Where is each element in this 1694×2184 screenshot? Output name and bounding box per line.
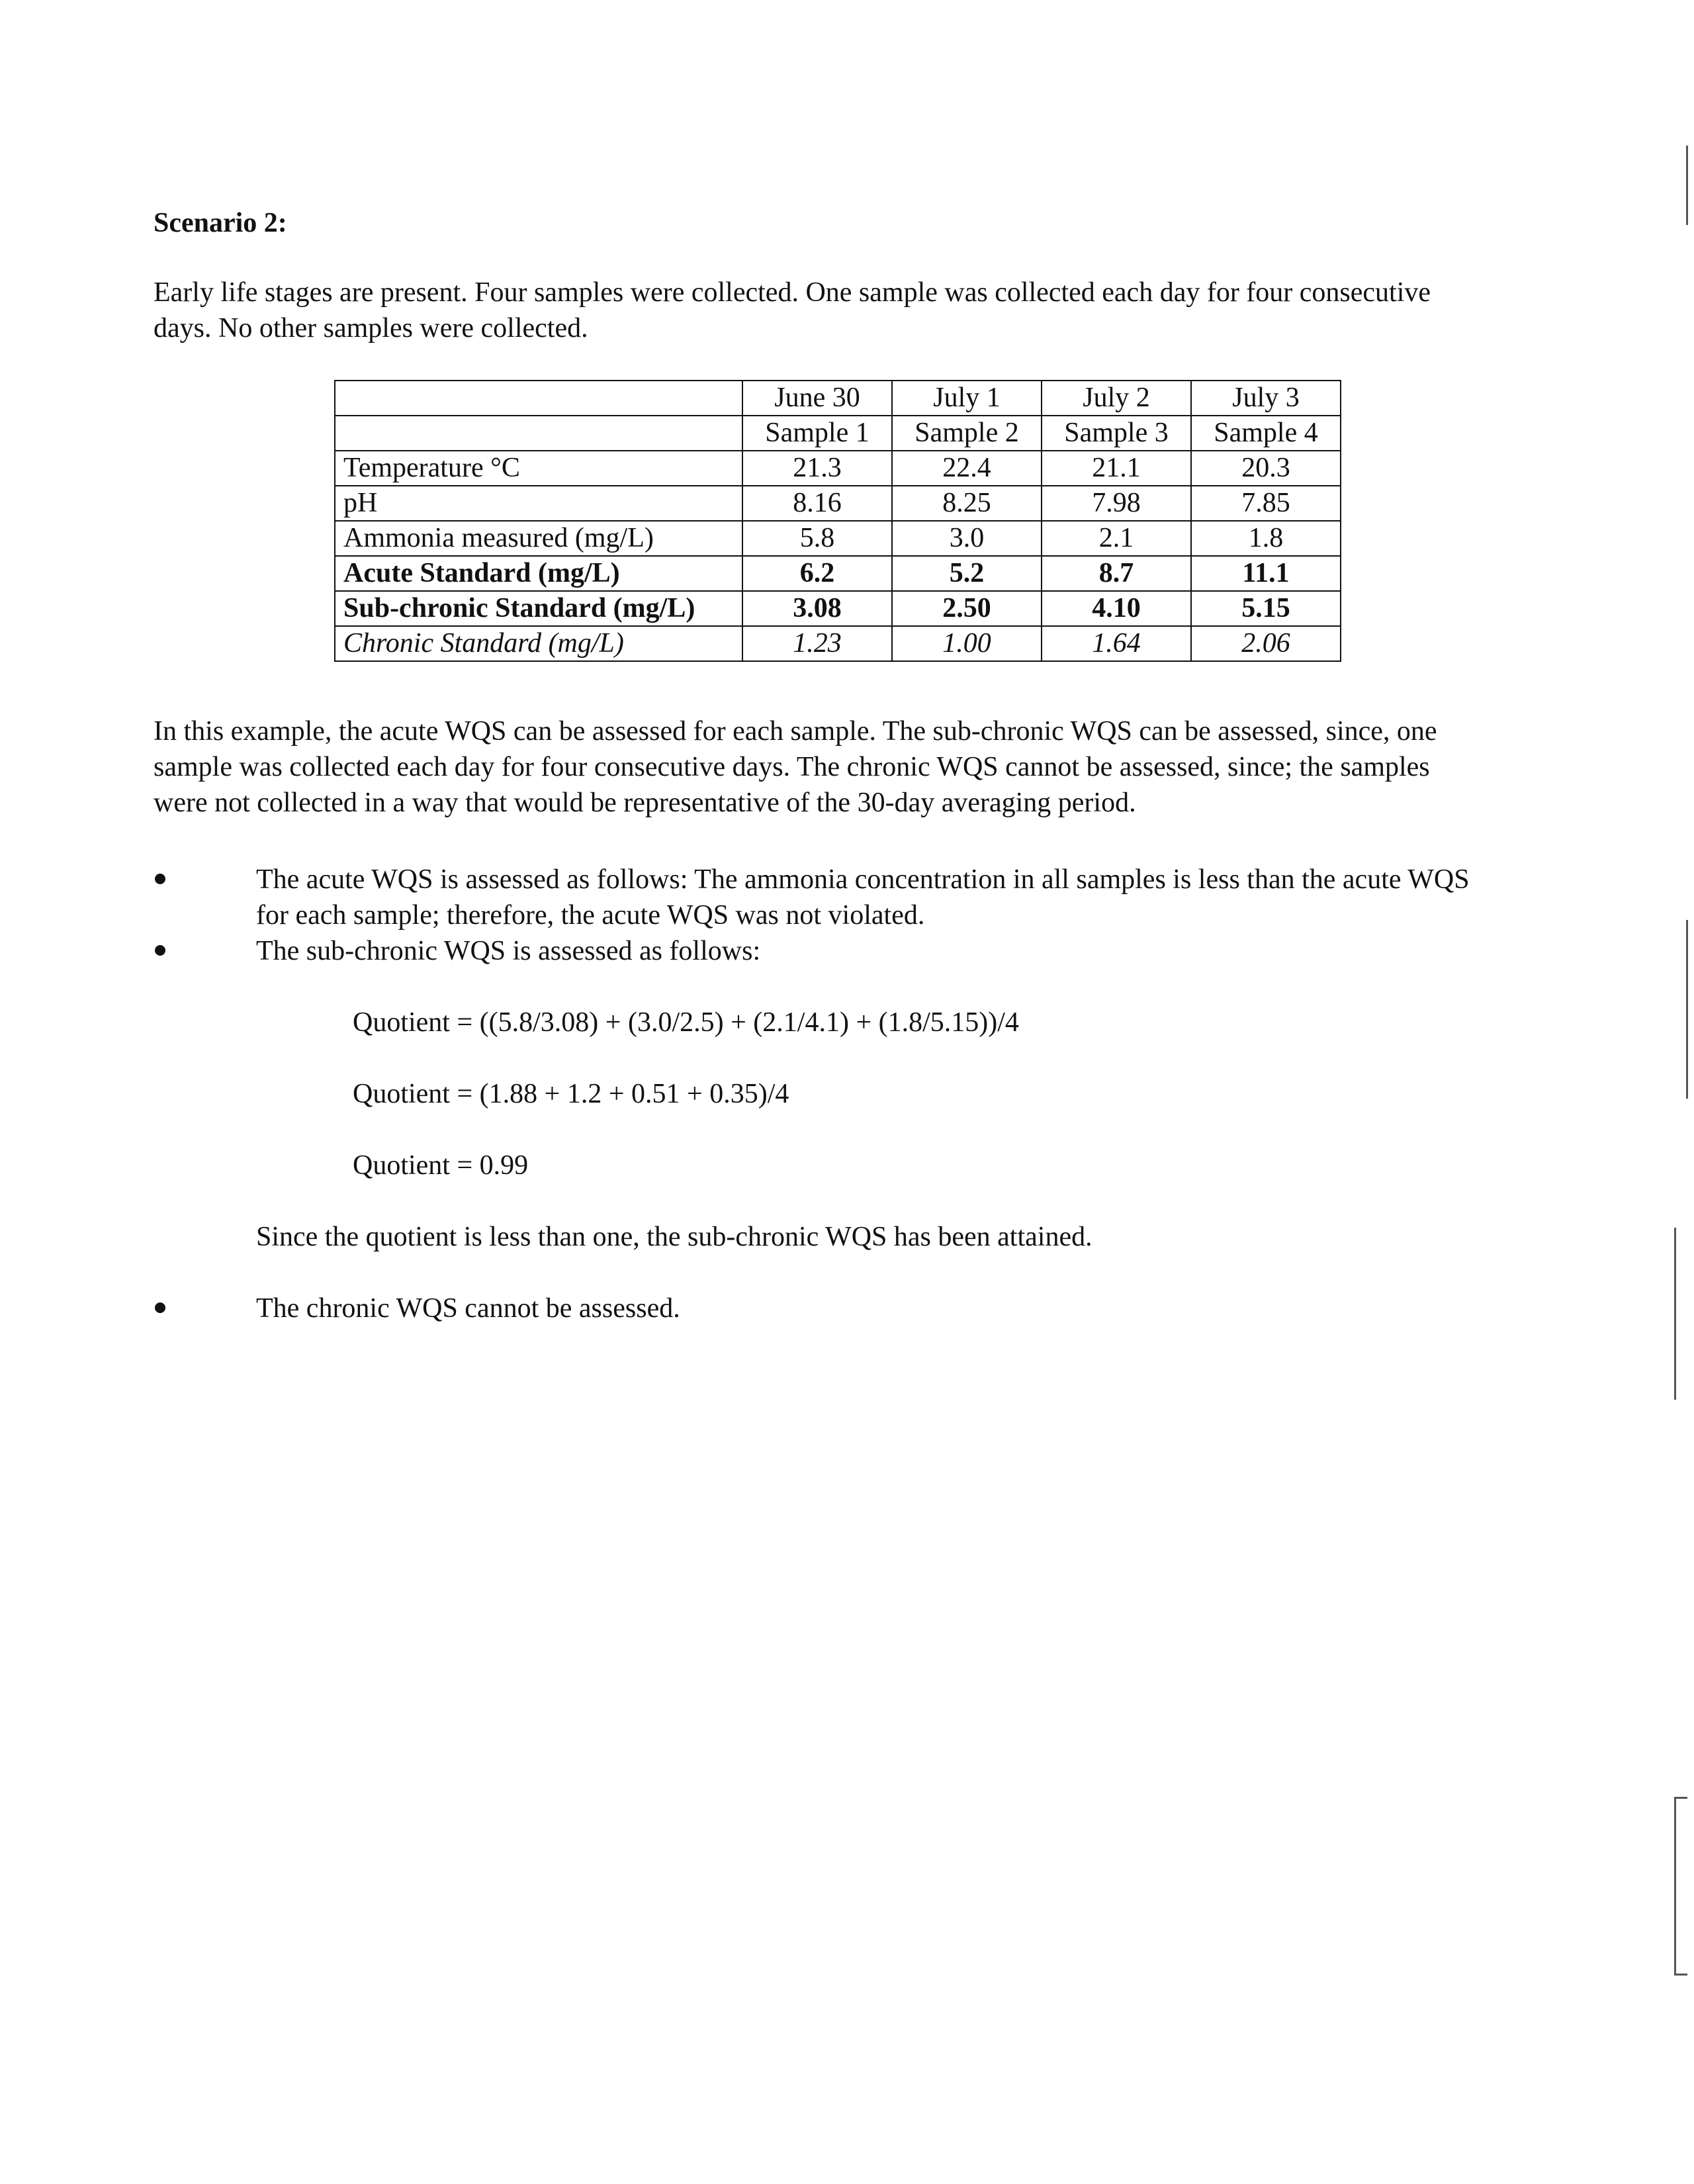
table-cell: 5.15 <box>1191 591 1341 626</box>
table-cell: 7.98 <box>1042 486 1191 521</box>
table-row <box>335 556 1341 591</box>
table-header-dates <box>335 381 1341 416</box>
table-cell: 5.2 <box>892 556 1042 591</box>
bullet-text <box>256 862 1470 933</box>
table-cell: 3.08 <box>742 591 892 626</box>
bullet-icon <box>155 1302 165 1313</box>
bullet-icon <box>155 945 165 956</box>
formula-line: Quotient = (1.88 + 1.2 + 0.51 + 0.35)/4 <box>353 1079 789 1109</box>
row-label: Ammonia measured (mg/L) <box>335 521 742 556</box>
date-header: July 2 <box>1042 381 1191 416</box>
table-cell: 1.00 <box>892 626 1042 661</box>
scan-edge-mark <box>1686 146 1688 225</box>
bullet-icon <box>155 874 165 884</box>
explanation-line: In this example, the acute WQS can be assessed for each sample. The sub-chronic WQS can be assessed, since, one <box>154 716 1437 747</box>
table-row <box>335 521 1341 556</box>
table-row <box>335 486 1341 521</box>
table-cell: 11.1 <box>1191 556 1341 591</box>
bullet-text: The chronic WQS cannot be assessed. <box>256 1293 680 1324</box>
date-header: July 3 <box>1191 381 1341 416</box>
table-cell: 1.64 <box>1042 626 1191 661</box>
intro-line: Early life stages are present. Four samples were collected. One sample was collected each day for four consecutive <box>154 277 1431 308</box>
explanation-line: were not collected in a way that would be representative of the 30-day averaging period. <box>154 788 1136 818</box>
scan-edge-mark <box>1674 1797 1676 1976</box>
sample-header: Sample 2 <box>892 416 1042 451</box>
table-header-samples <box>335 416 1341 451</box>
table-cell: 1.8 <box>1191 521 1341 556</box>
formula-line: Quotient = 0.99 <box>353 1150 529 1181</box>
table-cell: 21.3 <box>742 451 892 486</box>
sample-header: Sample 3 <box>1042 416 1191 451</box>
table-cell: 8.25 <box>892 486 1042 521</box>
row-label: Temperature °C <box>335 451 742 486</box>
bullet-line: The acute WQS is assessed as follows: The ammonia concentration in all samples is less than the acute WQS <box>256 864 1470 895</box>
table-cell: 21.1 <box>1042 451 1191 486</box>
table-cell: 20.3 <box>1191 451 1341 486</box>
table-row <box>335 451 1341 486</box>
table-row <box>335 591 1341 626</box>
scan-edge-mark <box>1674 1228 1676 1400</box>
explanation-line: sample was collected each day for four consecutive days. The chronic WQS cannot be assessed, since; the samples <box>154 752 1430 782</box>
scan-edge-mark <box>1686 920 1688 1099</box>
table-cell: 7.85 <box>1191 486 1341 521</box>
row-label: pH <box>335 486 742 521</box>
bullet-text: The sub-chronic WQS is assessed as follows: <box>256 936 761 966</box>
explanation-paragraph <box>154 713 1530 821</box>
table-cell: 3.0 <box>892 521 1042 556</box>
scan-edge-mark <box>1674 1797 1687 1799</box>
scenario-heading: Scenario 2: <box>154 208 287 238</box>
table-cell: 2.50 <box>892 591 1042 626</box>
table-cell: 8.7 <box>1042 556 1191 591</box>
samples-table <box>334 380 1341 662</box>
sample-header: Sample 4 <box>1191 416 1341 451</box>
conclusion-text: Since the quotient is less than one, the sub-chronic WQS has been attained. <box>256 1222 1092 1252</box>
table-cell: 2.1 <box>1042 521 1191 556</box>
bullet-line: for each sample; therefore, the acute WQS was not violated. <box>256 900 925 931</box>
table-cell: 5.8 <box>742 521 892 556</box>
row-label: Acute Standard (mg/L) <box>335 556 742 591</box>
table-row <box>335 626 1341 661</box>
sample-header: Sample 1 <box>742 416 892 451</box>
row-label: Sub-chronic Standard (mg/L) <box>335 591 742 626</box>
table-cell: 8.16 <box>742 486 892 521</box>
table-cell: 1.23 <box>742 626 892 661</box>
date-header: June 30 <box>742 381 892 416</box>
table-cell: 22.4 <box>892 451 1042 486</box>
intro-paragraph <box>154 275 1530 346</box>
intro-line: days. No other samples were collected. <box>154 313 588 343</box>
table-corner-cell <box>335 381 742 416</box>
table-cell: 4.10 <box>1042 591 1191 626</box>
table-corner-cell <box>335 416 742 451</box>
table-cell: 6.2 <box>742 556 892 591</box>
scan-edge-mark <box>1674 1974 1687 1976</box>
row-label: Chronic Standard (mg/L) <box>335 626 742 661</box>
date-header: July 1 <box>892 381 1042 416</box>
table-cell: 2.06 <box>1191 626 1341 661</box>
formula-line: Quotient = ((5.8/3.08) + (3.0/2.5) + (2.1/4.1) + (1.8/5.15))/4 <box>353 1007 1019 1038</box>
